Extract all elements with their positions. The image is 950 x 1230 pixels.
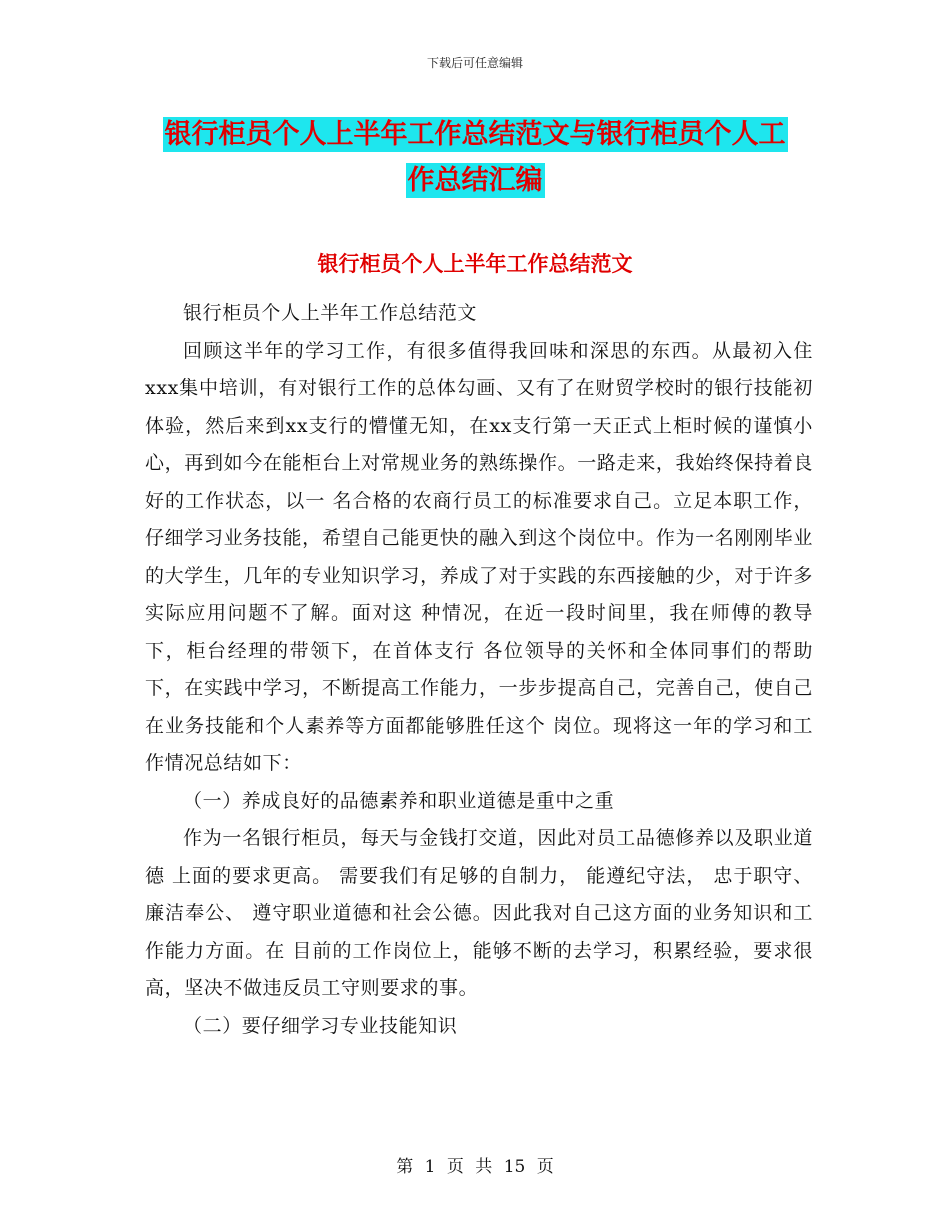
section-title: 银行柜员个人上半年工作总结范文 (317, 252, 633, 276)
body-text (145, 295, 813, 1045)
paragraph-subtitle: 银行柜员个人上半年工作总结范文 (183, 302, 478, 324)
main-title-line1: 银行柜员个人上半年工作总结范文与银行柜员个人工 (164, 119, 786, 150)
main-title-line2: 作总结汇编 (407, 165, 543, 196)
header-note: 下载后可任意编辑 (426, 56, 523, 70)
paragraph-heading-2: （二）要仔细学习专业技能知识 (183, 1014, 458, 1037)
paragraph-review: 回顾这半年的学习工作，有很多值得我回味和深思的东西。从最初入住xxx集中培训，有对银行工作的总体勾画、又有了在财贸学校时的银行技能初体验，然后来到xx支行的懵懂无知，在xx支行第一天正式上柜时候的谨慎小心，再到如今在能柜台上对常规业务的熟练操作。一路走来，我始终保持着良好的工作状态，以一 名合格的农商行员工的标准要求自己。立足本职工作，仔细学习业务技能，希望自己能更快的融入到这个岗位中。作为一名刚刚毕业的大学生，几年的专业知识学习，养成了对于实践的东西接触的少，对于许多实际应用问题不了解。面对这 种情况，在近一段时间里，我在师傅的教导下，柜台经理的带领下，在首体支行 各位领导的关怀和全体同事们的帮助下，在实践中学习，不断提高工作能力，一步步提高自己，完善自己，使自己在业务技能和个人素养等方面都能够胜任这个 岗位。现将这一年的学习和工作情况总结如下： (145, 339, 813, 774)
main-title (120, 112, 830, 204)
paragraph-heading-1: （一）养成良好的品德素养和职业道德是重中之重 (183, 789, 615, 812)
page-number-footer: 第 1 页 共 15 页 (396, 1157, 554, 1177)
paragraph-ethics: 作为一名银行柜员，每天与金钱打交道，因此对员工品德修养以及职业道德 上面的要求更高。 需要我们有足够的自制力， 能遵纪守法， 忠于职守、 廉洁奉公、 遵守职业道德和社会公德。因此我对自己这方面的业务知识和工作能力方面。在 目前的工作岗位上，能够不断的去学习，积累经验，要求很高，坚决不做违反员工守则要求的事。 (145, 827, 813, 999)
